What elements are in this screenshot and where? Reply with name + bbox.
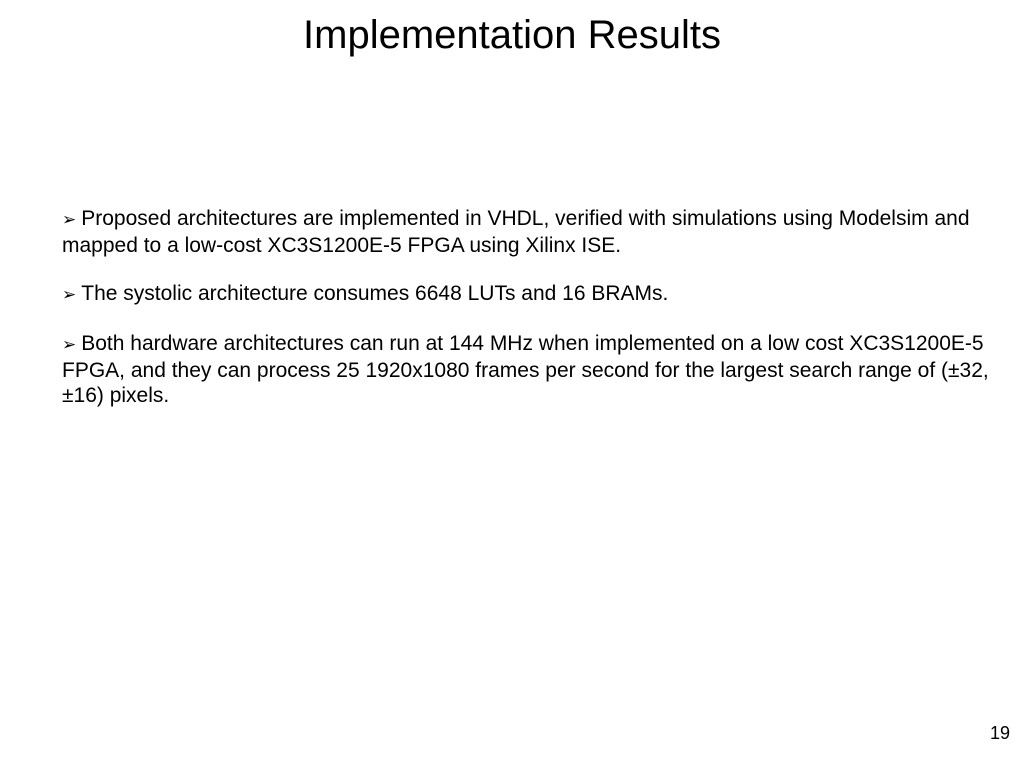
bullet-text: The systolic architecture consumes 6648 LUTs and 16 BRAMs. xyxy=(81,282,669,305)
bullet-text: Proposed architectures are implemented in VHDL, verified with simulations using Modelsim and mapped to a low-cost XC3S1200E-5 FPGA using Xilinx ISE. xyxy=(62,207,970,257)
bullet-text: Both hardware architectures can run at 144 MHz when implemented on a low cost XC3S1200E-5 FPGA, and they can process 25 1920x1080 frames per second for the largest search range of (±32,±16) pixels. xyxy=(62,332,989,407)
bullet-item-performance xyxy=(62,331,992,408)
arrow-bullet-icon: ➢ xyxy=(62,285,77,305)
bullet-item-resources xyxy=(62,281,992,308)
arrow-bullet-icon: ➢ xyxy=(62,335,77,355)
bullet-list xyxy=(62,206,992,431)
slide-title: Implementation Results xyxy=(303,13,721,57)
page-number: 19 xyxy=(989,723,1010,743)
arrow-bullet-icon: ➢ xyxy=(62,210,77,230)
bullet-item-implementation xyxy=(62,206,992,258)
